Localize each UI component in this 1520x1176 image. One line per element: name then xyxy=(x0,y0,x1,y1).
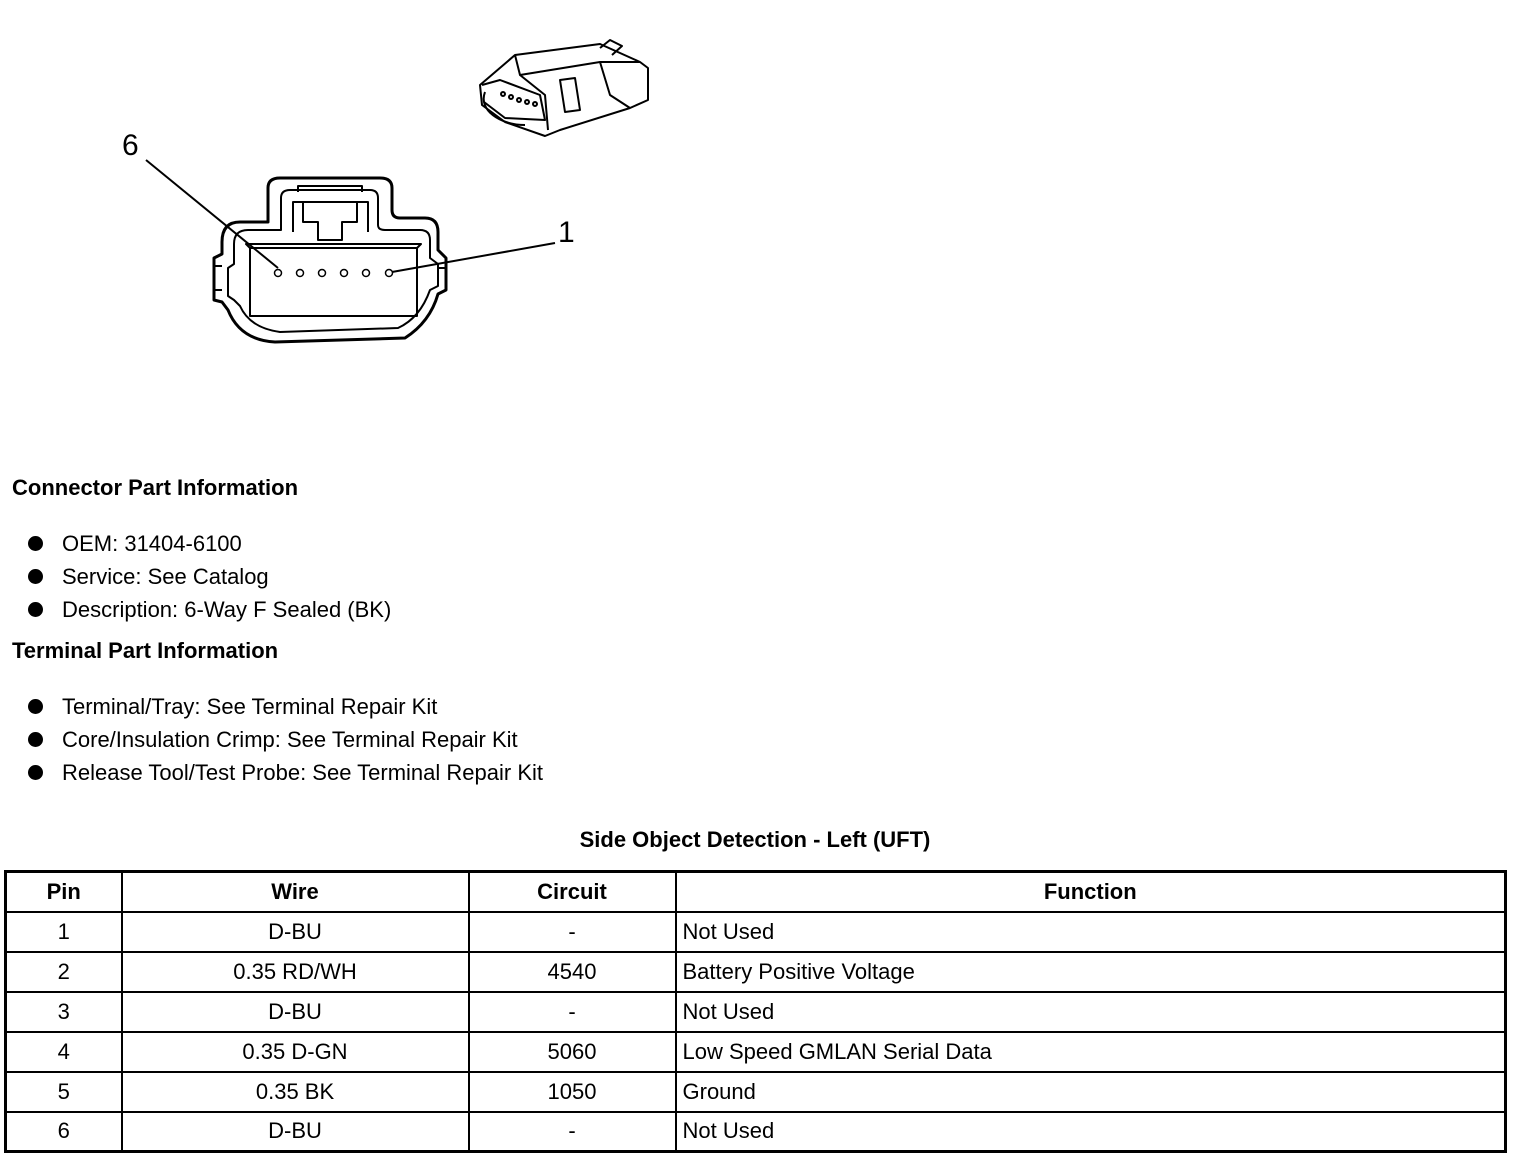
connector-info-heading: Connector Part Information xyxy=(12,475,299,500)
list-item xyxy=(28,593,391,626)
callout-pin-6: 6 xyxy=(122,129,139,162)
table-row xyxy=(6,912,1506,952)
table-row xyxy=(6,992,1506,1032)
pinout-table xyxy=(4,870,1507,1153)
cell-pin: 4 xyxy=(6,1032,122,1072)
connector-3d-illustration xyxy=(480,40,648,136)
list-item xyxy=(28,756,543,789)
cell-wire: D-BU xyxy=(122,992,469,1032)
cell-function: Not Used xyxy=(676,1112,1506,1152)
cell-pin: 1 xyxy=(6,912,122,952)
cell-circuit: 5060 xyxy=(469,1032,676,1072)
cell-pin: 6 xyxy=(6,1112,122,1152)
connector-face xyxy=(214,178,446,342)
cell-circuit: - xyxy=(469,992,676,1032)
list-item-text: Service: See Catalog xyxy=(62,564,269,589)
cell-function: Not Used xyxy=(676,992,1506,1032)
cell-function: Battery Positive Voltage xyxy=(676,952,1506,992)
pin-holes xyxy=(275,270,393,277)
cell-circuit: 4540 xyxy=(469,952,676,992)
column-header-pin: Pin xyxy=(6,872,122,912)
cell-wire: D-BU xyxy=(122,1112,469,1152)
bullet-icon xyxy=(28,569,43,584)
cell-circuit: - xyxy=(469,912,676,952)
list-item-text: Core/Insulation Crimp: See Terminal Repair Kit xyxy=(62,727,518,752)
list-item xyxy=(28,560,391,593)
cell-circuit: - xyxy=(469,1112,676,1152)
list-item xyxy=(28,690,543,723)
cell-wire: 0.35 BK xyxy=(122,1072,469,1112)
cell-function: Low Speed GMLAN Serial Data xyxy=(676,1032,1506,1072)
cell-function: Not Used xyxy=(676,912,1506,952)
terminal-info-heading: Terminal Part Information xyxy=(12,638,279,663)
table-row xyxy=(6,1072,1506,1112)
table-title: Side Object Detection - Left (UFT) xyxy=(579,827,931,852)
callout-pin-1: 1 xyxy=(558,216,575,249)
bullet-icon xyxy=(28,602,43,617)
list-item-text: OEM: 31404-6100 xyxy=(62,531,242,556)
list-item xyxy=(28,723,543,756)
cell-wire: 0.35 RD/WH xyxy=(122,952,469,992)
table-row xyxy=(6,1032,1506,1072)
connector-info-list xyxy=(28,527,391,626)
list-item-text: Release Tool/Test Probe: See Terminal Repair Kit xyxy=(62,760,543,785)
bullet-icon xyxy=(28,765,43,780)
table-row xyxy=(6,952,1506,992)
cell-wire: 0.35 D-GN xyxy=(122,1032,469,1072)
cell-pin: 2 xyxy=(6,952,122,992)
bullet-icon xyxy=(28,536,43,551)
list-item xyxy=(28,527,391,560)
connector-diagram xyxy=(0,0,700,360)
list-item-text: Terminal/Tray: See Terminal Repair Kit xyxy=(62,694,438,719)
cell-function: Ground xyxy=(676,1072,1506,1112)
column-header-function: Function xyxy=(676,872,1506,912)
table-header-row xyxy=(6,872,1506,912)
cell-pin: 3 xyxy=(6,992,122,1032)
cell-pin: 5 xyxy=(6,1072,122,1112)
column-header-wire: Wire xyxy=(122,872,469,912)
column-header-circuit: Circuit xyxy=(469,872,676,912)
terminal-info-list xyxy=(28,690,543,789)
cell-wire: D-BU xyxy=(122,912,469,952)
bullet-icon xyxy=(28,732,43,747)
table-row xyxy=(6,1112,1506,1152)
bullet-icon xyxy=(28,699,43,714)
cell-circuit: 1050 xyxy=(469,1072,676,1112)
leader-line-pin-6 xyxy=(146,160,278,268)
list-item-text: Description: 6-Way F Sealed (BK) xyxy=(62,597,392,622)
